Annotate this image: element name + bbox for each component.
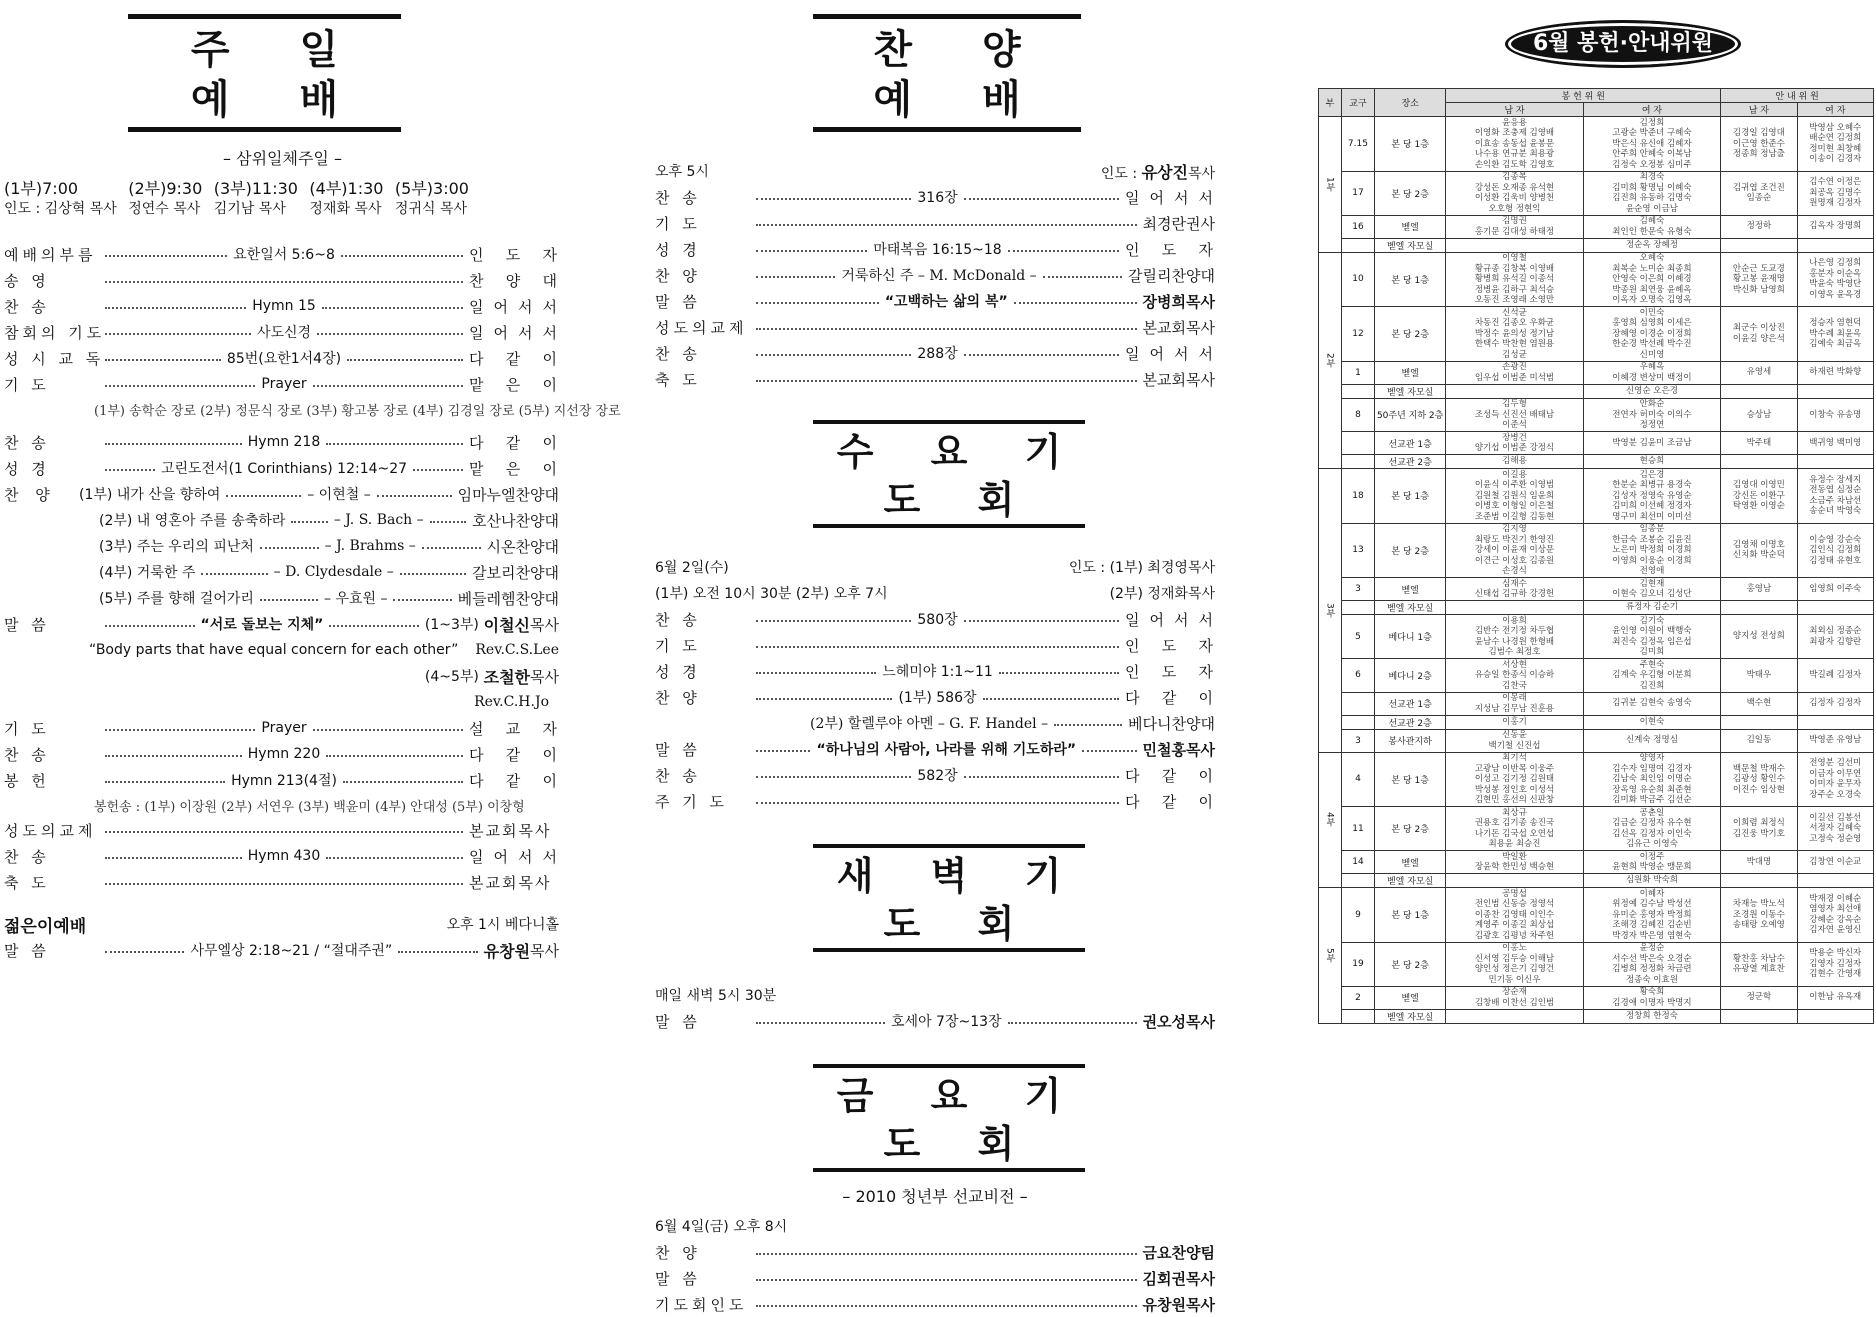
roster-bu: 2부 — [1319, 252, 1342, 469]
roster-row — [1319, 1009, 1874, 1023]
roster-offering-male: 이길용 이윤식 이주환 이영범 김원철 김원식 임윤희 이병호 이형일 이은철 조준범 이길형 김동현 — [1446, 469, 1583, 524]
roster-usher-female — [1797, 601, 1873, 615]
roster-usher-female: 하재련 박화향 — [1797, 361, 1873, 384]
order-row: 기 도 Prayer 설 교 자 — [4, 719, 559, 738]
roster-usher-male: 박대명 — [1721, 851, 1797, 874]
roster-row — [1319, 215, 1874, 238]
roster-gyogu: 3 — [1341, 578, 1374, 601]
roster-usher-male — [1721, 601, 1797, 615]
order-row: 찬 양 (1부) 586장 다 같 이 — [655, 688, 1215, 707]
roster-usher-male: 황찬홍 차남수 유광열 계효찬 — [1721, 942, 1797, 986]
roster-gyogu: 14 — [1341, 851, 1374, 874]
roster-usher-female — [1797, 874, 1873, 888]
roster-gyogu: 10 — [1341, 252, 1374, 307]
roster-usher-male: 백문철 박재수 김광성 황인수 이진수 임상현 — [1721, 752, 1797, 807]
roster-row — [1319, 117, 1874, 172]
sunday-subtitle: – 삼위일체주일 – — [223, 149, 342, 168]
order-row: 성도의교제 본교회목사 — [655, 318, 1215, 337]
order-row: 찬 송 Hymn 220 다 같 이 — [4, 745, 559, 764]
roster-usher-male: 김영대 이영민 강신돈 이환구 탁영환 이영순 — [1721, 469, 1797, 524]
roster-row — [1319, 432, 1874, 455]
roster-usher-female — [1797, 384, 1873, 398]
roster-place: 본 당 2층 — [1375, 523, 1446, 578]
sermon-en-row-2: Rev.C.H.Jo — [474, 694, 549, 710]
roster-usher-female: 이길선 김봉선 서정자 김혜숙 고정숙 정순영 — [1797, 807, 1873, 851]
roster-offering-male: 최상규 권용호 김기종 송진국 나기돈 김국섭 오연섭 최용윤 최승진 — [1446, 807, 1583, 851]
roster-offering-female: 김정희 고광순 박준녀 구혜숙 박은식 유신애 김혜자 안주희 안혜숙 이복남 김정숙 오정봉 심미주 — [1583, 117, 1720, 172]
roster-offering-male: 이용희 김반수 전기정 차두협 윤남수 나경원 한형배 김범수 최정호 — [1446, 615, 1583, 659]
roster-row — [1319, 615, 1874, 659]
header-female: 여 자 — [1797, 103, 1873, 117]
friday-prayer-title: 금 요 기 도 회 — [813, 1064, 1085, 1172]
roster-offering-male — [1446, 1009, 1583, 1023]
roster-place: 벧엘 — [1375, 361, 1446, 384]
roster-gyogu: 12 — [1341, 307, 1374, 362]
roster-gyogu: 6 — [1341, 659, 1374, 693]
roster-usher-male: 안순근 도교경 황고봉 윤재명 박신화 남영희 — [1721, 252, 1797, 307]
order-row: 예배의부름 요한일서 5:6~8 인 도 자 — [4, 245, 559, 264]
roster-offering-female: 이정주 윤현희 박영순 맹문희 — [1583, 851, 1720, 874]
roster-usher-male: 정정하 — [1721, 215, 1797, 238]
roster-place: 본 당 1층 — [1375, 469, 1446, 524]
roster-gyogu — [1341, 692, 1374, 715]
roster-row — [1319, 307, 1874, 362]
roster-offering-male: 손광진 임우섭 이범준 미석범 — [1446, 361, 1583, 384]
wed-anthem-2: (2부) 할렐루야 아멘 – G. F. Handel – 베다니찬양대 — [810, 714, 1215, 733]
roster-row — [1319, 752, 1874, 807]
anthem-row: (5부) 주를 향해 걸어가리 – 우효원 – 베들레헴찬양대 — [99, 589, 560, 608]
roster-usher-female: 박길례 김정자 — [1797, 659, 1873, 693]
roster-offering-male: 김해용 — [1446, 455, 1583, 469]
order-row: 성 경 마태복음 16:15~18 인 도 자 — [655, 240, 1215, 259]
roster-offering-female: 황숙희 김경애 이명자 박명지 — [1583, 986, 1720, 1009]
roster-gyogu: 4 — [1341, 752, 1374, 807]
roster-gyogu: 19 — [1341, 942, 1374, 986]
roster-gyogu — [1341, 238, 1374, 252]
roster-usher-female: 김정자 김정자 — [1797, 692, 1873, 715]
youth-row: 말 씀 사무엘상 2:18~21 / “절대주권” 유창원 목사 — [4, 941, 560, 961]
roster-place: 본 당 1층 — [1375, 252, 1446, 307]
roster-usher-female: 이승영 강순숙 김인식 김정희 김정태 유현호 — [1797, 523, 1873, 578]
praise-order — [655, 158, 1215, 392]
roster-gyogu: 9 — [1341, 888, 1374, 943]
order-row: 말 씀 “하나님의 사람아, 나라를 위해 기도하라” 민철홍목사 — [655, 740, 1215, 759]
roster-offering-female: 공춘일 김금순 김정자 유수현 김선옥 김정자 이인숙 김유근 이영숙 — [1583, 807, 1720, 851]
roster-gyogu — [1341, 432, 1374, 455]
roster-gyogu: 3 — [1341, 729, 1374, 752]
order-row: 성 경 느헤미야 1:1~11 인 도 자 — [655, 662, 1215, 681]
roster-usher-female: 유정수 장세지 전동엽 심정순 소금주 차남선 송순녀 박영숙 — [1797, 469, 1873, 524]
roster-offering-female: 김현재 이현숙 김오녀 김성단 — [1583, 578, 1720, 601]
roster-usher-male: 홍영남 — [1721, 578, 1797, 601]
roster-offering-male: 서상현 유승일 한종식 이승하 김찬국 — [1446, 659, 1583, 693]
roster-row — [1319, 986, 1874, 1009]
roster-row — [1319, 888, 1874, 943]
roster-offering-female: 이현숙 — [1583, 715, 1720, 729]
roster-usher-female: 정승자 염현덕 박수례 최윤옥 김예숙 최금옥 — [1797, 307, 1873, 362]
service-2: (2부)9:30 정연수 목사 — [128, 179, 203, 217]
roster-row — [1319, 398, 1874, 432]
roster-offering-female: 최경숙 김미희 황명님 이혜숙 김진희 유동하 김명숙 윤순영 이금남 — [1583, 171, 1720, 215]
order-row: 말 씀 김회권목사 — [655, 1269, 1215, 1288]
friday-order — [655, 1213, 1215, 1317]
roster-place: 선교관 1층 — [1375, 432, 1446, 455]
roster-offering-male — [1446, 384, 1583, 398]
roster-place: 벧엘 자모실 — [1375, 874, 1446, 888]
roster-usher-male: 승상남 — [1721, 398, 1797, 432]
roster-place: 벧엘 — [1375, 851, 1446, 874]
roster-gyogu — [1341, 384, 1374, 398]
roster-place: 선교관 2층 — [1375, 715, 1446, 729]
roster-gyogu — [1341, 715, 1374, 729]
roster-gyogu — [1341, 874, 1374, 888]
roster-usher-female: 김수연 이정은 최공옥 김명수 원명재 김정자 — [1797, 171, 1873, 215]
roster-offering-male: 이홍기 — [1446, 715, 1583, 729]
roster-usher-female: 김옥자 장명희 — [1797, 215, 1873, 238]
roster-gyogu: 13 — [1341, 523, 1374, 578]
sunday-order — [0, 241, 621, 963]
roster-gyogu: 8 — [1341, 398, 1374, 432]
roster-offering-male: 김두형 조성득 신진선 배태남 이준석 — [1446, 398, 1583, 432]
roster-usher-female: 박영준 유영남 — [1797, 729, 1873, 752]
anthem-row: 찬 양 (1부) 내가 산을 향하여 – 이현철 – 임마누엘찬양대 — [4, 485, 560, 504]
roster-offering-male: 신석균 차동진 김종오 우화균 박정수 윤의성 정기남 한택수 박찬현 염원용 김성균 — [1446, 307, 1583, 362]
order-row: 송 영 찬 양 대 — [4, 271, 559, 290]
roster-row — [1319, 692, 1874, 715]
order-row: 찬 송 Hymn 15 일 어 서 서 — [4, 297, 559, 316]
roster-table — [1318, 88, 1874, 1024]
roster-offering-male: 공명섭 전인범 신동승 정영석 이종찬 김영태 이인수 계영주 이종길 최상섭 김광호 김평녕 차주헌 — [1446, 888, 1583, 943]
order-row: 찬 송 316장 일 어 서 서 — [655, 188, 1215, 207]
roster-usher-male: 김일동 — [1721, 729, 1797, 752]
roster-offering-female: 박영분 김윤미 조금남 — [1583, 432, 1720, 455]
header-male: 남 자 — [1721, 103, 1797, 117]
wednesday-prayer-title: 수 요 기 도 회 — [813, 420, 1085, 528]
roster-bu: 5부 — [1319, 888, 1342, 1024]
roster-place: 벧엘 자모실 — [1375, 384, 1446, 398]
roster-usher-female: 박영삼 오혜수 배순연 김정희 정미현 최창혜 이송이 김경자 — [1797, 117, 1873, 172]
roster-offering-female: 오혜숙 최복순 노미순 최종희 안영숙 이은희 이혜경 박종원 최연웅 윤혜옥 이옥자 오명숙 김영옥 — [1583, 252, 1720, 307]
roster-place: 베다니 2층 — [1375, 659, 1446, 693]
service-times — [0, 179, 565, 219]
order-row: 기도회인도 유창원목사 — [655, 1295, 1215, 1314]
roster-offering-male — [1446, 874, 1583, 888]
youth-header: 젊은이예배 오후 1시 베다니홀 — [4, 916, 559, 937]
roster-usher-male — [1721, 238, 1797, 252]
roster-usher-female: 임영희 이주숙 — [1797, 578, 1873, 601]
roster-usher-female: 김창연 이순교 — [1797, 851, 1873, 874]
order-row: 찬 양 금요찬양팀 — [655, 1243, 1215, 1262]
sermon-row: 말 씀 “서로 돌보는 지체” (1~3부) 이철신 목사 — [4, 615, 559, 635]
roster-offering-female: 신계숙 정명심 — [1583, 729, 1720, 752]
roster-offering-female: 안화순 전연자 허미숙 이의수 정정연 — [1583, 398, 1720, 432]
header-usher: 안 내 위 원 — [1721, 89, 1874, 103]
roster-offering-female: 김은경 한분순 최병규 용경숙 김성자 정영숙 유영순 김미희 이선혜 정경자 명구미 최선미 이미선 — [1583, 469, 1720, 524]
roster-gyogu — [1341, 601, 1374, 615]
roster-place: 봉사관지하 — [1375, 729, 1446, 752]
roster-gyogu — [1341, 1009, 1374, 1023]
order-row: 말 씀 “고백하는 삶의 복” 장병희목사 — [655, 292, 1215, 311]
roster-place: 벧엘 — [1375, 986, 1446, 1009]
roster-usher-female: 박용순 박신자 김영자 김정자 김현수 간영재 — [1797, 942, 1873, 986]
roster-offering-male: 신동윤 백기철 신진섭 — [1446, 729, 1583, 752]
roster-place: 선교관 2층 — [1375, 455, 1446, 469]
dawn-prayer-title: 새 벽 기 도 회 — [813, 844, 1085, 952]
roster-usher-male — [1721, 874, 1797, 888]
roster-place: 벧엘 자모실 — [1375, 601, 1446, 615]
order-row: 기 도 최경란권사 — [655, 214, 1215, 233]
roster-offering-male: 김종복 강성돈 오재종 유석현 이성환 김욱비 양병천 오호형 정현익 — [1446, 171, 1583, 215]
service-3: (3부)11:30 김기남 목사 — [213, 179, 298, 217]
order-row: 기 도 Prayer 맡 은 이 — [4, 375, 559, 394]
roster-usher-male: 박태우 — [1721, 659, 1797, 693]
roster-place: 벧엘 — [1375, 215, 1446, 238]
roster-usher-male: 최군수 이상진 이윤길 양은석 — [1721, 307, 1797, 362]
roster-offering-male — [1446, 238, 1583, 252]
roster-row — [1319, 807, 1874, 851]
roster-gyogu: 16 — [1341, 215, 1374, 238]
roster-usher-female — [1797, 715, 1873, 729]
dawn-time: 매일 새벽 5시 30분 — [655, 988, 777, 1004]
roster-offering-male: 심재수 신태섭 김규하 강경헌 — [1446, 578, 1583, 601]
roster-place: 선교관 1층 — [1375, 692, 1446, 715]
order-row: 성 경 고린도전서(1 Corinthians) 12:14~27 맡 은 이 — [4, 459, 560, 478]
roster-row — [1319, 601, 1874, 615]
roster-usher-male — [1721, 1009, 1797, 1023]
roster-place: 베다니 1층 — [1375, 615, 1446, 659]
roster-offering-male: 김지영 최랑도 박진기 한영진 강세이 이윤재 이상문 이견근 이성호 김종원 손경식 — [1446, 523, 1583, 578]
sermon-row-2: (4~5부) 조철한 목사 — [424, 667, 559, 687]
roster-title: 6월 봉헌·안내위원 — [1505, 20, 1741, 68]
roster-row — [1319, 384, 1874, 398]
roster-gyogu: 7.15 — [1341, 117, 1374, 172]
order-row: 성도의교제 본교회목사 — [4, 821, 552, 840]
roster-offering-female: 심원화 박숙희 — [1583, 874, 1720, 888]
wed-header-2: (1부) 오전 10시 30분 (2부) 오후 7시 (2부) 정재화목사 — [655, 586, 1215, 602]
roster-gyogu: 11 — [1341, 807, 1374, 851]
anthem-row: (3부) 주는 우리의 피난처 – J. Brahms – 시온찬양대 — [99, 537, 559, 556]
order-row: 성 시 교 독 85번(요한1서4장) 다 같 이 — [4, 349, 559, 368]
order-row: 찬 양 거룩하신 주 – M. McDonald – 갈릴리찬양대 — [655, 266, 1215, 285]
roster-place: 벧엘 자모실 — [1375, 238, 1446, 252]
anthem-row: (2부) 내 영혼아 주를 송축하라 – J. S. Bach – 호산나찬양대 — [99, 511, 560, 530]
roster-place: 벧엘 자모실 — [1375, 1009, 1446, 1023]
roster-usher-male: 차재능 박노석 조경원 이동수 송태랑 오예영 — [1721, 888, 1797, 943]
roster-bu: 4부 — [1319, 752, 1342, 888]
sunday-worship-title: 주 일 예 배 — [128, 14, 401, 132]
roster-row — [1319, 455, 1874, 469]
roster-offering-male — [1446, 601, 1583, 615]
service-4: (4부)1:30 정재화 목사 — [309, 179, 384, 217]
roster-gyogu: 2 — [1341, 986, 1374, 1009]
header-bu: 부 — [1319, 89, 1342, 117]
header-male: 남 자 — [1446, 103, 1583, 117]
dawn-order — [655, 982, 1215, 1034]
roster-usher-female: 백귀영 백미영 — [1797, 432, 1873, 455]
roster-row — [1319, 361, 1874, 384]
roster-offering-male: 이홍노 신서영 김두승 이해남 양인성 정은기 김영건 민기동 이신우 — [1446, 942, 1583, 986]
sermon-en-row: “Body parts that have equal concern for each other” Rev.C.S.Lee — [89, 642, 559, 658]
roster-row — [1319, 715, 1874, 729]
roster-usher-female — [1797, 455, 1873, 469]
roster-offering-male: 장병건 양기섭 이범준 강정식 — [1446, 432, 1583, 455]
roster-offering-female: 정창희 한정숙 — [1583, 1009, 1720, 1023]
order-row: 말 씀 호세아 7장~13장 권오성목사 — [655, 1012, 1216, 1031]
fri-date: 6월 4일(금) 오후 8시 — [655, 1219, 788, 1235]
roster-place: 본 당 2층 — [1375, 171, 1446, 215]
roster-offering-female: 주현숙 김계숙 우김형 이분희 김진희 — [1583, 659, 1720, 693]
roster-offering-female: 현승희 — [1583, 455, 1720, 469]
roster-row — [1319, 252, 1874, 307]
roster-usher-male: 이희렴 최정식 김진웅 박기호 — [1721, 807, 1797, 851]
prayer-note: (1부) 송학순 장로 (2부) 정문식 장로 (3부) 황고봉 장로 (4부) 김경일 장로 (5부) 지선장 장로 — [94, 403, 621, 419]
roster-bu: 1부 — [1319, 117, 1342, 253]
order-row: 찬 송 580장 일 어 서 서 — [655, 610, 1215, 629]
roster-gyogu: 18 — [1341, 469, 1374, 524]
header-female: 여 자 — [1583, 103, 1720, 117]
roster-offering-female: 양영자 김수자 임명여 김경자 김남숙 최인임 이명순 장옥영 유순희 최준현 김미화 박금주 김선순 — [1583, 752, 1720, 807]
evening-worship-column — [655, 0, 1215, 1317]
roster-gyogu — [1341, 455, 1374, 469]
roster-gyogu: 5 — [1341, 615, 1374, 659]
roster-place: 본 당 2층 — [1375, 942, 1446, 986]
order-row: 축 도 본교회목사 — [4, 873, 552, 892]
roster-row — [1319, 171, 1874, 215]
roster-gyogu: 17 — [1341, 171, 1374, 215]
roster-usher-female: 박재경 이혜순 염영자 최선애 강혜순 강옥순 김자연 윤영신 — [1797, 888, 1873, 943]
roster-row — [1319, 238, 1874, 252]
roster-offering-female: 윤정순 서수선 박은숙 오경순 김병희 정정화 차금련 정종숙 이효원 — [1583, 942, 1720, 986]
roster-bu: 3부 — [1319, 469, 1342, 753]
order-row: 봉 헌 Hymn 213(4절) 다 같 이 — [4, 771, 560, 790]
roster-place: 본 당 1층 — [1375, 888, 1446, 943]
roster-usher-male: 김경일 김영대 이근영 한준수 정종희 정남출 — [1721, 117, 1797, 172]
praise-worship-title: 찬 양 예 배 — [813, 14, 1081, 132]
roster-usher-female: 나은영 김정희 홍분자 이순옥 박윤숙 박영단 이영옥 윤옥경 — [1797, 252, 1873, 307]
roster-usher-male: 정군학 — [1721, 986, 1797, 1009]
roster-usher-male: 백수현 — [1721, 692, 1797, 715]
roster-place: 본 당 1층 — [1375, 752, 1446, 807]
roster-usher-female: 최외심 정종순 최광자 김향란 — [1797, 615, 1873, 659]
roster-offering-male: 윤응용 이영화 조충제 김영배 이효송 송동섭 윤봉문 나수용 연규분 최용광 손익환 김도학 김영호 — [1446, 117, 1583, 172]
roster-offering-female: 우혜옥 이혜경 변상미 백정이 — [1583, 361, 1720, 384]
roster-row — [1319, 469, 1874, 524]
roster-offering-male: 이영철 황규종 김창복 이영배 황병희 유석길 이종석 정병윤 김하구 최석승 오동진 조영래 소영만 — [1446, 252, 1583, 307]
order-row: 찬 송 Hymn 430 일 어 서 서 — [4, 847, 559, 866]
roster-usher-female: 전영분 김선미 이금자 이무연 이미자 윤무자 장주순 오경숙 — [1797, 752, 1873, 807]
roster-body — [1319, 117, 1874, 1024]
roster-offering-male: 이몽래 지성남 김무남 진훈용 — [1446, 692, 1583, 715]
wednesday-order — [655, 554, 1215, 814]
sunday-worship-column — [0, 0, 621, 963]
roster-row — [1319, 523, 1874, 578]
wed-header: 6월 2일(수) 인도 : (1부) 최경영목사 — [655, 560, 1215, 576]
roster-offering-male: 최기석 고광남 이반목 이웅주 이성고 김기정 김원태 박성봉 정인호 이성석 김현민 홍선의 신판창 — [1446, 752, 1583, 807]
roster-row — [1319, 659, 1874, 693]
roster-usher-male: 박주태 — [1721, 432, 1797, 455]
roster-usher-male: 양지성 전성희 — [1721, 615, 1797, 659]
roster-offering-female: 이민숙 홍영희 심영희 이세은 장혜영 이경순 이정희 한순경 박선례 박수진 신미영 — [1583, 307, 1720, 362]
order-row: 찬 송 288장 일 어 서 서 — [655, 344, 1215, 363]
roster-offering-female: 임종분 한금숙 조봉순 김윤진 노은미 박정희 이경희 이영희 이웅순 이경희 전영애 — [1583, 523, 1720, 578]
roster-offering-female: 김기숙 윤인영 이원이 백행숙 최진숙 김정옥 임은섭 김미희 — [1583, 615, 1720, 659]
roster-usher-male: 김귀엽 조건진 임종순 — [1721, 171, 1797, 215]
roster-place: 50주년 지하 2층 — [1375, 398, 1446, 432]
order-row: 찬 송 Hymn 218 다 같 이 — [4, 433, 559, 452]
roster-row — [1319, 851, 1874, 874]
roster-row — [1319, 874, 1874, 888]
roster-offering-female: 이혜자 위정예 김수남 박성선 유미순 홍영자 박정희 조해경 김혜진 김순빈 박경자 박은영 염현숙 — [1583, 888, 1720, 943]
order-row: 기 도 인 도 자 — [655, 636, 1215, 655]
roster-usher-female: 이창숙 유송명 — [1797, 398, 1873, 432]
roster-usher-male — [1721, 715, 1797, 729]
roster-place: 본 당 2층 — [1375, 307, 1446, 362]
order-row: 참회의 기도 사도신경 일 어 서 서 — [4, 323, 560, 342]
roster-column — [1315, 0, 1876, 1023]
roster-place: 본 당 2층 — [1375, 807, 1446, 851]
roster-usher-female: 이한남 유옥재 — [1797, 986, 1873, 1009]
header-offering: 봉 헌 위 원 — [1446, 89, 1721, 103]
roster-usher-male — [1721, 455, 1797, 469]
praise-header: 오후 5시 인도 : 유상진목사 — [655, 162, 1215, 182]
service-5: (5부)3:00 정귀식 목사 — [394, 179, 469, 217]
roster-usher-male: 유영세 — [1721, 361, 1797, 384]
roster-offering-female: 류정자 김순기 — [1583, 601, 1720, 615]
header-gyogu: 교구 — [1341, 89, 1374, 117]
roster-gyogu: 1 — [1341, 361, 1374, 384]
header-place: 장소 — [1375, 89, 1446, 117]
roster-place: 본 당 1층 — [1375, 117, 1446, 172]
roster-offering-male: 김명권 홍기문 김대성 하태정 — [1446, 215, 1583, 238]
roster-offering-male: 박일환 장윤학 한민성 백승현 — [1446, 851, 1583, 874]
roster-usher-male — [1721, 384, 1797, 398]
roster-usher-male: 김영채 이명호 신치화 박순덕 — [1721, 523, 1797, 578]
order-row: 축 도 본교회목사 — [655, 370, 1215, 389]
roster-offering-female: 김귀분 김현숙 송영숙 — [1583, 692, 1720, 715]
roster-usher-female — [1797, 238, 1873, 252]
roster-row — [1319, 942, 1874, 986]
friday-subtitle: – 2010 청년부 선교비전 – — [842, 1187, 1028, 1206]
roster-row — [1319, 729, 1874, 752]
anthem-row: (4부) 거룩한 주 – D. Clydesdale – 갈보리찬양대 — [99, 563, 560, 582]
roster-place: 벧엘 — [1375, 578, 1446, 601]
order-row: 주 기 도 다 같 이 — [655, 792, 1215, 811]
roster-offering-male: 장순재 김창배 이찬선 김인범 — [1446, 986, 1583, 1009]
roster-usher-female — [1797, 1009, 1873, 1023]
roster-row — [1319, 578, 1874, 601]
roster-offering-female: 정순옥 장혜정 — [1583, 238, 1720, 252]
roster-offering-female: 김혜숙 최인인 한문숙 유형숙 — [1583, 215, 1720, 238]
order-row: 찬 송 582장 다 같 이 — [655, 766, 1215, 785]
offering-note: 봉헌송 : (1부) 이장원 (2부) 서연우 (3부) 백윤미 (4부) 안대성 (5부) 이창형 — [94, 799, 525, 815]
roster-offering-female: 신영순 오은경 — [1583, 384, 1720, 398]
service-1: (1부)7:00 인도 : 김상혁 목사 — [4, 179, 117, 217]
